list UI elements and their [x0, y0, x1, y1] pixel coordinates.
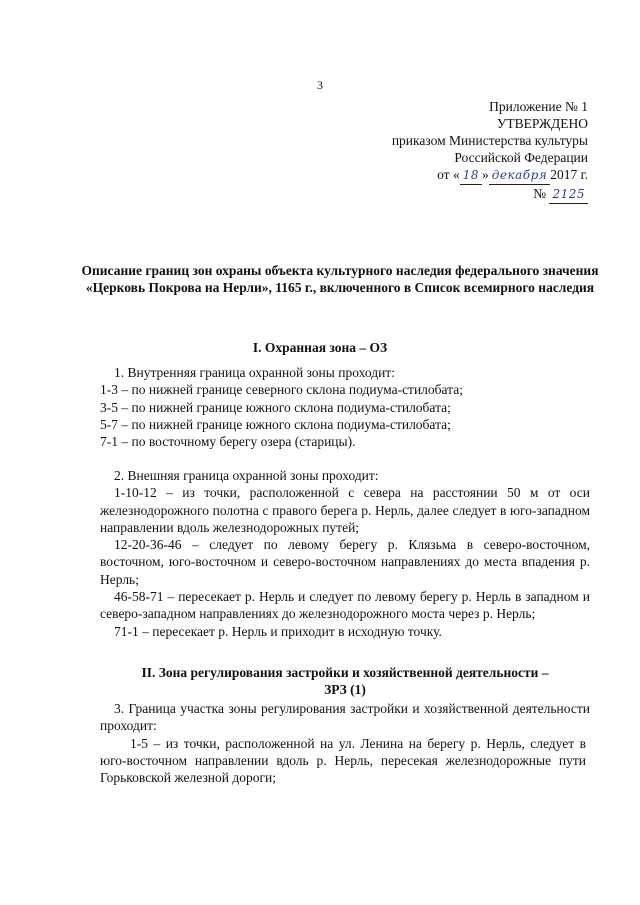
order-label: приказом Министерства культуры — [391, 133, 588, 148]
section1-part2 — [100, 467, 590, 640]
p2-intro: 2. Внешняя граница охранной зоны проходит: — [114, 468, 379, 483]
p2-item: 46-58-71 – пересекает р. Нерль и следует по левому берегу р. Нерль в западном и северо-западном направлениях до железнодорожного моста через р. Нерль; — [100, 589, 590, 622]
date-mid: » — [482, 167, 489, 182]
date-line — [392, 166, 588, 185]
p2-item: 71-1 – пересекает р. Нерль и приходит в исходную точку. — [114, 623, 442, 639]
number-prefix: № — [533, 186, 547, 201]
section1-body — [100, 364, 590, 450]
number-line — [392, 185, 588, 204]
page-number: 3 — [317, 78, 323, 92]
p1-intro: 1. Внутренняя граница охранной зоны проходит: — [114, 365, 395, 380]
section2-heading-line2: ЗРЗ (1) — [324, 682, 366, 697]
ministry-label: Российской Федерации — [454, 150, 588, 165]
p1-item: 7-1 – по восточному берегу озера (старицы). — [100, 434, 356, 450]
approved-label: УТВЕРЖДЕНО — [496, 116, 588, 131]
p2-item: 1-10-12 – из точки, расположенной с севера на расстоянии 50 м от оси железнодорожного полотна с правого берега р. Нерль, далее следует в юго-западном направлении вдоль железнодорожных путей; — [100, 485, 590, 535]
date-month-handwritten: декабря — [489, 167, 550, 185]
p2-item: 12-20-36-46 – следует по левому берегу р. Клязьма в северо-восточном, восточном, юго-восточном и северо-восточном направлениях до места впадения р. Нерль; — [100, 537, 590, 587]
p1-item: 3-5 – по нижней границе южного склона подиума-стилобата; — [100, 399, 451, 415]
document-title: Описание границ зон охраны объекта культурного наследия федерального значения «Церковь Покрова на Нерли», 1165 г., включенного в Список всемирного наследия — [81, 263, 599, 295]
date-prefix: от « — [437, 167, 460, 182]
p1-item: 5-7 – по нижней границе южного склона подиума-стилобата; — [100, 416, 451, 432]
date-year: 2017 г. — [550, 167, 588, 182]
annex-label: Приложение № 1 — [489, 99, 588, 114]
section2-heading — [80, 664, 610, 698]
section1-heading: I. Охранная зона – ОЗ — [252, 340, 388, 355]
number-handwritten: 2125 — [549, 186, 588, 204]
p3-intro: 3. Граница участка зоны регулирования застройки и хозяйственной деятельности проходит: — [100, 701, 590, 734]
section2-body — [100, 700, 590, 786]
p3-item: 1-5 – из точки, расположенной на ул. Ленина на берегу р. Нерль, следует в юго-восточном направлении вдоль р. Нерль, пересекая железнодорожные пути Горьковской железной дороги; — [100, 735, 586, 786]
date-day-handwritten: 18 — [460, 167, 482, 185]
p1-item: 1-3 – по нижней границе северного склона подиума-стилобата; — [100, 382, 463, 398]
section2-heading-line1: II. Зона регулирования застройки и хозяйственной деятельности – — [141, 665, 549, 680]
approval-block — [392, 98, 588, 204]
